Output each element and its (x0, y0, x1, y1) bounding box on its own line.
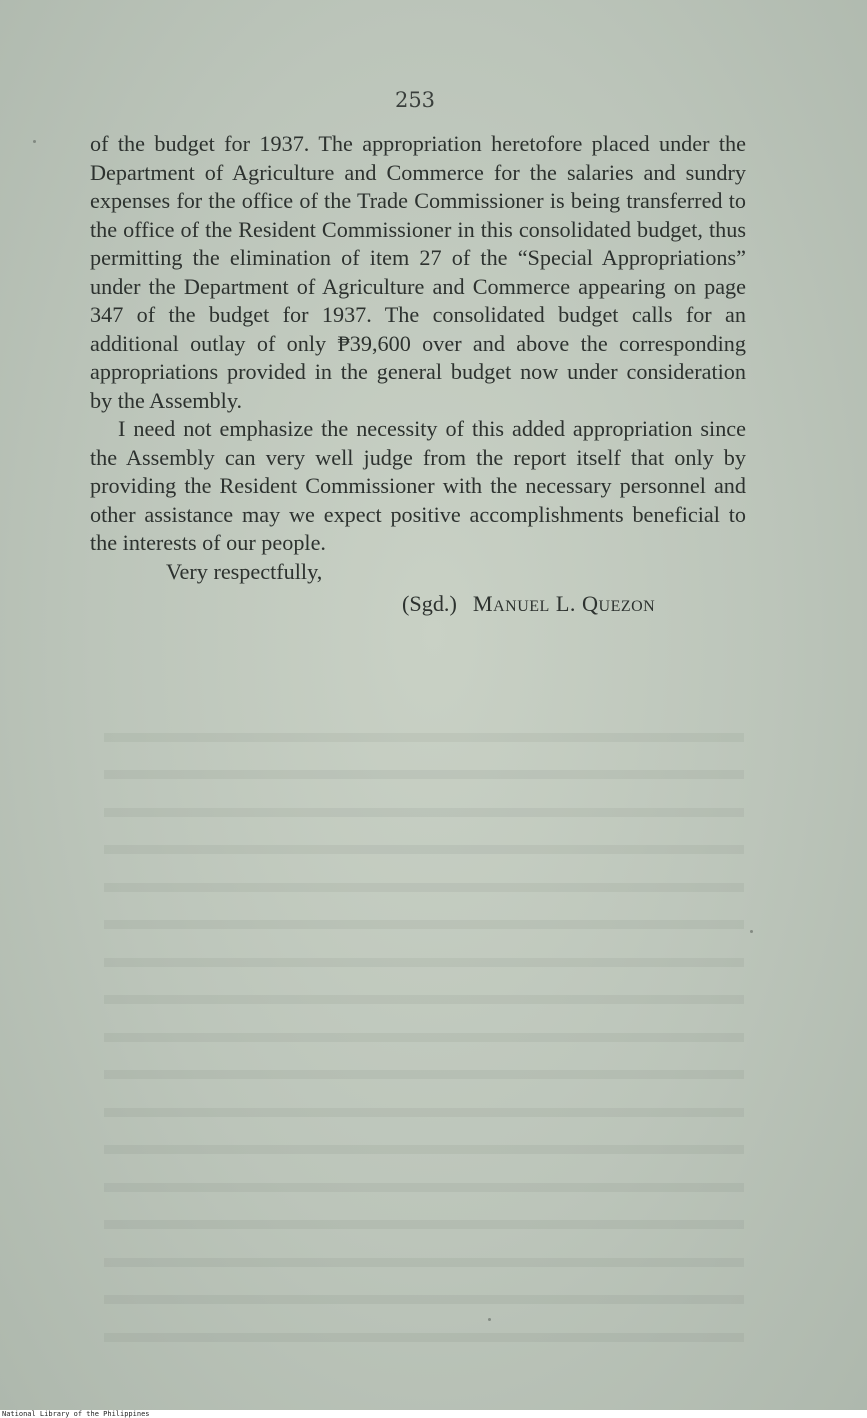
signature-prefix: (Sgd.) (402, 591, 457, 616)
page-number: 253 (394, 88, 436, 112)
signature-name: Manuel L. Quezon (472, 591, 656, 616)
letter-body (90, 130, 746, 619)
closing-salutation: Very respectfully, (166, 558, 323, 584)
signature-line (90, 590, 746, 619)
paragraph-1: of the budget for 1937. The appropriation heretofore placed under the Department of Agriculture and Commerce for the salaries and sundry expenses for the office of the Trade Commissioner is being transferred to the office of the Resident Commissioner in this consolidated budget, thus permitting the elimination of item 27 of the “Special Appropriations” under the Department of Agriculture and Commerce appearing on page 347 of the budget for 1937. The consolidated budget calls for an additional outlay of only ₱39,600 over and above the corresponding appropriations provided in the general budget now under consideration by the Assembly. (90, 131, 746, 413)
library-credit: National Library of the Philippines (2, 1410, 150, 1418)
paragraph-2: I need not emphasize the necessity of this added appropriation since the Assembly can very well judge from the report itself that only by providing the Resident Commissioner with the necessary personnel and other assistance may we expect positive accomplishments beneficial to the interests of our people. (90, 416, 746, 555)
scan-speck (33, 140, 36, 143)
scan-speck (488, 1318, 491, 1321)
scan-speck (750, 930, 753, 933)
bleed-through-text (104, 704, 744, 1342)
